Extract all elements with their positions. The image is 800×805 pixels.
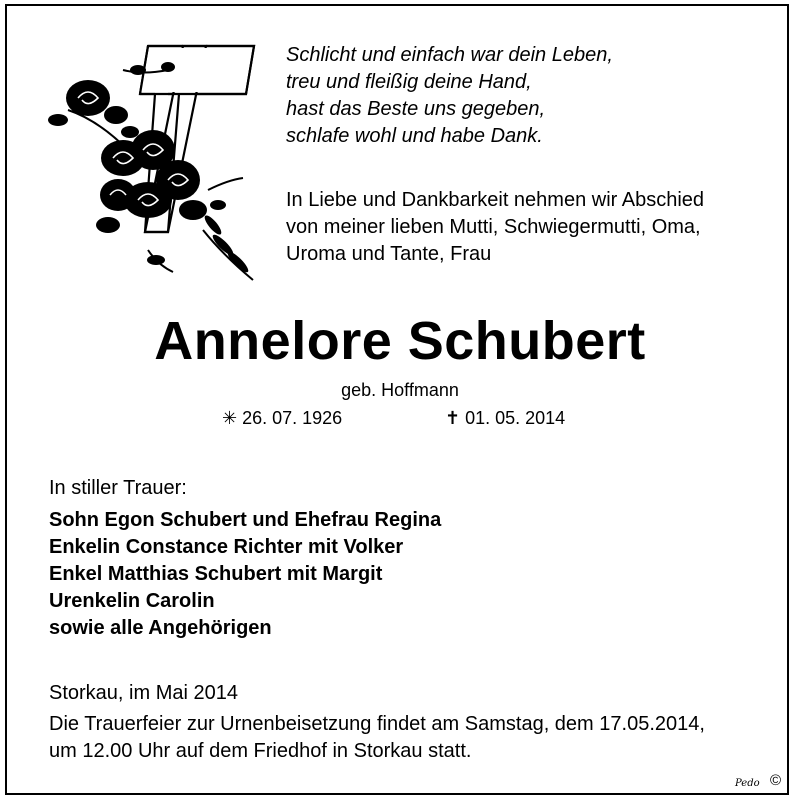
death-date: ✝ 01. 05. 2014	[445, 408, 566, 428]
poem	[286, 42, 613, 150]
ceremony-info	[49, 711, 705, 765]
list-item: Enkel Matthias Schubert mit Margit	[49, 563, 383, 585]
birth-date: ✳ 26. 07. 1926	[222, 408, 343, 428]
ceremony-line: Die Trauerfeier zur Urnenbeisetzung findet am Samstag, dem 17.05.2014,	[49, 713, 705, 735]
ceremony-line: um 12.00 Uhr auf dem Friedhof in Storkau statt.	[49, 740, 472, 762]
mourning-label: In stiller Trauer:	[49, 477, 187, 499]
intro-line: Uroma und Tante, Frau	[286, 243, 492, 265]
poem-line: treu und fleißig deine Hand,	[286, 71, 532, 93]
poem-line: hast das Beste uns gegeben,	[286, 98, 546, 120]
farewell-intro	[286, 187, 704, 268]
list-item: Sohn Egon Schubert und Ehefrau Regina	[49, 509, 442, 531]
cross-with-roses-icon	[28, 40, 266, 290]
maiden-name: geb. Hoffmann	[341, 380, 459, 400]
place-date: Storkau, im Mai 2014	[49, 682, 238, 704]
list-item: Urenkelin Carolin	[49, 590, 215, 612]
list-item: Enkelin Constance Richter mit Volker	[49, 536, 404, 558]
list-item: sowie alle Angehörigen	[49, 617, 272, 639]
intro-line: In Liebe und Dankbarkeit nehmen wir Abschied	[286, 189, 705, 211]
designer-credit: Pedo	[735, 778, 760, 789]
intro-line: von meiner lieben Mutti, Schwiegermutti, Oma,	[286, 216, 701, 238]
copyright-mark: ©	[770, 772, 782, 789]
family-list	[49, 507, 441, 642]
poem-line: schlafe wohl und habe Dank.	[286, 125, 543, 147]
deceased-name: Annelore Schubert	[154, 311, 646, 371]
poem-line: Schlicht und einfach war dein Leben,	[286, 44, 613, 66]
